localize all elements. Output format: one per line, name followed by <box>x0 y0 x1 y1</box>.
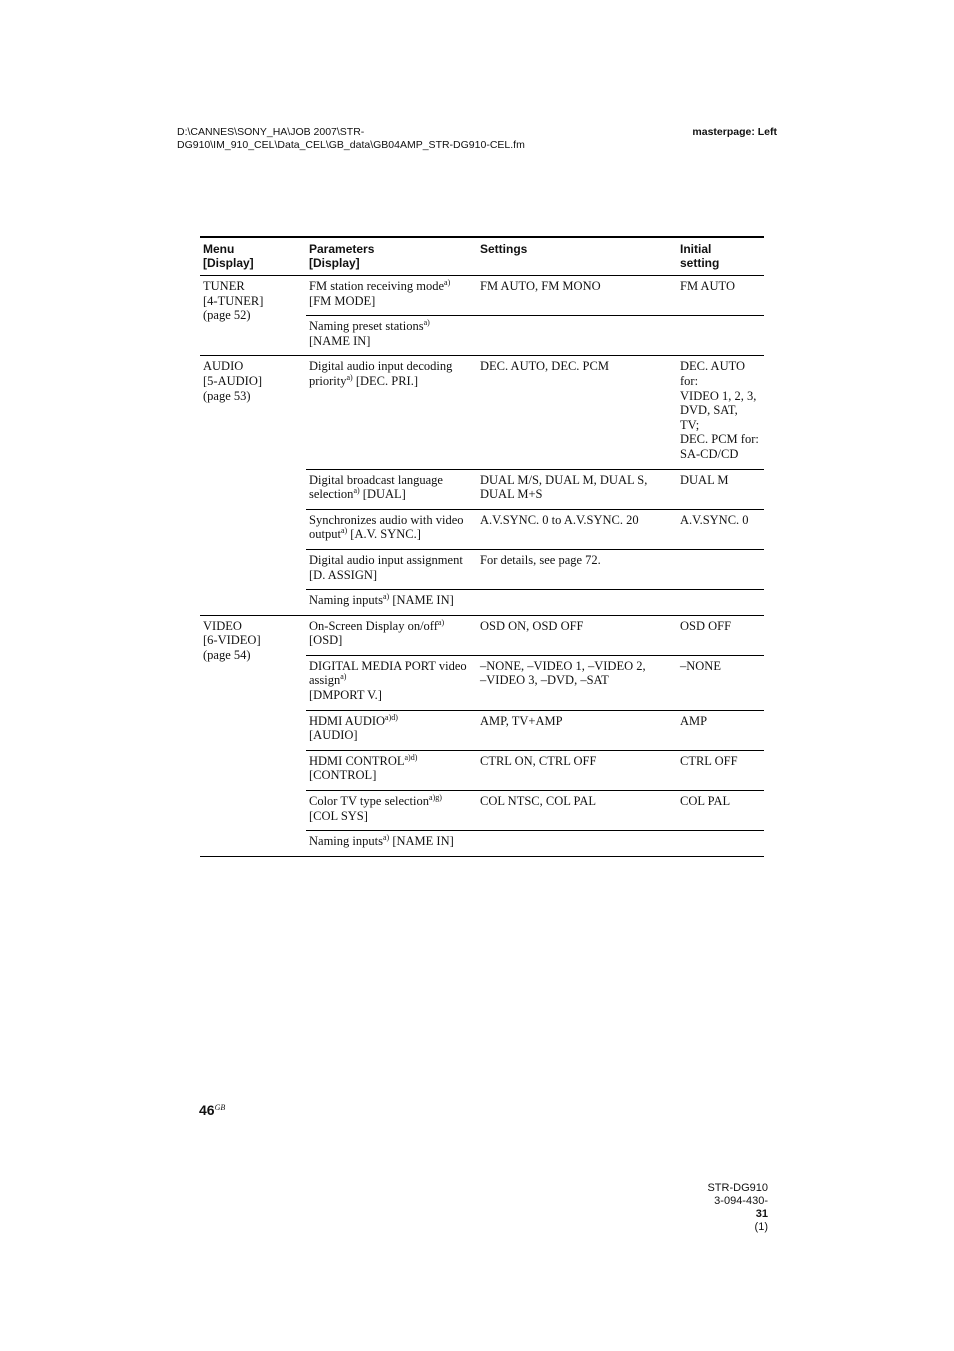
initial-setting-cell: COL PAL <box>677 791 764 831</box>
initial-setting-cell <box>677 590 764 616</box>
parameter-cell: FM station receiving mode$^{a)}$ [FM MODE] <box>306 276 477 316</box>
masterpage-label: masterpage: Left <box>692 126 777 138</box>
settings-cell: –NONE, –VIDEO 1, –VIDEO 2, –VIDEO 3, –DVD, –SAT <box>477 655 677 710</box>
settings-menu-table <box>200 236 764 857</box>
initial-setting-cell: OSD OFF <box>677 615 764 655</box>
table-row <box>200 356 764 469</box>
document-footer <box>707 1182 768 1234</box>
settings-cell: CTRL ON, CTRL OFF <box>477 750 677 790</box>
table-row <box>200 276 764 316</box>
initial-setting-cell: A.V.SYNC. 0 <box>677 509 764 549</box>
settings-cell: AMP, TV+AMP <box>477 710 677 750</box>
parameter-cell: On-Screen Display on/off$^{a)}$ [OSD] <box>306 615 477 655</box>
menu-group-audio: AUDIO [5-AUDIO] (page 53) <box>200 356 306 615</box>
settings-cell: COL NTSC, COL PAL <box>477 791 677 831</box>
parameter-cell: Color TV type selection$^{a)g)}$ [COL SYS] <box>306 791 477 831</box>
parameter-cell: Digital audio input decoding priority$^{a)}$ [DEC. PRI.] <box>306 356 477 469</box>
file-path-line-2: DG910\IM_910_CEL\Data_CEL\GB_data\GB04AMP_STR-DG910-CEL.fm <box>177 139 525 151</box>
file-path-header <box>177 126 597 152</box>
file-path-line-1: D:\CANNES\SONY_HA\JOB 2007\STR- <box>177 126 365 138</box>
page-number-suffix: GB <box>214 1103 226 1112</box>
header-initial-setting: Initial setting <box>677 237 764 276</box>
parameter-cell: HDMI $AUDIO^{a)d)}$ [AUDIO] <box>306 710 477 750</box>
initial-setting-cell: DUAL M <box>677 469 764 509</box>
page-number: $46^{GB}$ <box>199 1102 226 1118</box>
menu-group-video: VIDEO [6-VIDEO] (page 54) <box>200 615 306 856</box>
table-row <box>200 615 764 655</box>
initial-setting-cell <box>677 831 764 857</box>
settings-cell <box>477 316 677 356</box>
initial-setting-cell <box>677 549 764 589</box>
footer-code: 3-094-430- 31 (1) <box>714 1195 768 1233</box>
parameter-cell: Synchronizes audio with video output$^{a)}$ [A.V. SYNC.] <box>306 509 477 549</box>
table-header-row <box>200 237 764 276</box>
header-settings: Settings <box>477 237 677 276</box>
settings-cell: OSD ON, OSD OFF <box>477 615 677 655</box>
settings-cell: FM AUTO, FM MONO <box>477 276 677 316</box>
settings-cell <box>477 831 677 857</box>
settings-cell: DEC. AUTO, DEC. PCM <box>477 356 677 469</box>
menu-group-tuner: TUNER [4-TUNER] (page 52) <box>200 276 306 356</box>
parameter-cell: DIGITAL MEDIA PORT video assign$^{a)}$ [DMPORT V.] <box>306 655 477 710</box>
footer-model: STR-DG910 <box>707 1182 768 1194</box>
header-parameters: Parameters [Display] <box>306 237 477 276</box>
initial-setting-cell: FM AUTO <box>677 276 764 316</box>
settings-cell: A.V.SYNC. 0 to A.V.SYNC. 20 <box>477 509 677 549</box>
parameter-cell: Naming preset stations$^{a)}$ [NAME IN] <box>306 316 477 356</box>
initial-setting-cell: CTRL OFF <box>677 750 764 790</box>
parameter-cell: Digital audio input assignment [D. ASSIGN] <box>306 549 477 589</box>
parameter-cell: Digital broadcast language selection$^{a)}$ [DUAL] <box>306 469 477 509</box>
settings-cell: For details, see page 72. <box>477 549 677 589</box>
initial-setting-cell: AMP <box>677 710 764 750</box>
initial-setting-cell: DEC. AUTO for: VIDEO 1, 2, 3, DVD, SAT, TV; DEC. PCM for: SA-CD/CD <box>677 356 764 469</box>
initial-setting-cell <box>677 316 764 356</box>
parameter-cell: Naming inputs$^{a)}$ [NAME IN] <box>306 590 477 616</box>
settings-cell: DUAL M/S, DUAL M, DUAL S, DUAL M+S <box>477 469 677 509</box>
header-menu: Menu [Display] <box>200 237 306 276</box>
settings-cell <box>477 590 677 616</box>
parameter-cell: Naming inputs$^{a)}$ [NAME IN] <box>306 831 477 857</box>
initial-setting-cell: –NONE <box>677 655 764 710</box>
parameter-cell: HDMI $CONTROL^{a)d)}$ [CONTROL] <box>306 750 477 790</box>
